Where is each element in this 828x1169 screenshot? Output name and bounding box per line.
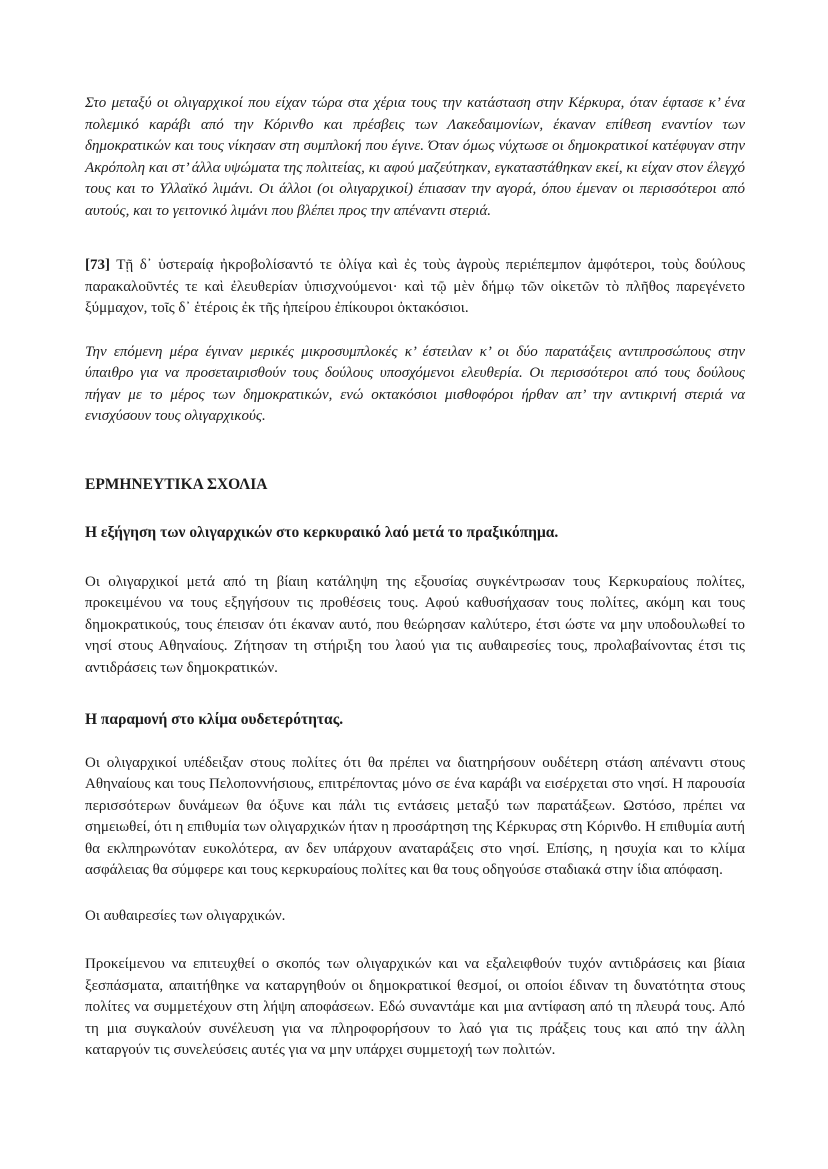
ancient-greek-text: Τῇ δ᾽ ὑστεραίᾳ ἠκροβολίσαντό τε ὀλίγα καὶ ἐς τοὺς ἀγροὺς περιέπεμπον ἀμφότεροι, τοὺς δούλους παρακαλοῦντές τε καὶ ἐλευθερίαν ὑπισχνούμενοι· καὶ τῷ μὲν δήμῳ τῶν οἰκετῶν τὸ πλῆθος παρεγένετο ξύμμαχον, τοῖς δ᾽ ἑτέροις ἐκ τῆς ἠπείρου ἐπίκουροι ὀκτακόσιοι.: [85, 257, 745, 316]
subheading-oligarchs-explanation: Η εξήγηση των ολιγαρχικών στο κερκυραικό λαό μετά το πραξικόπημα.: [85, 524, 559, 541]
commentary-paragraph-2: Οι ολιγαρχικοί υπέδειξαν στους πολίτες ότι θα πρέπει να διατηρήσουν ουδέτερη στάση απέναντι στους Αθηναίους και τους Πελοποννήσιους, επιτρέποντας μόνο σε ένα καράβι να εισέρχεται στο νησί. Η παρουσία περισσότερων δυνάμεων θα όξυνε και πάλι τις εντάσεις μεταξύ των παρατάξεων. Ωστόσο, πρέπει να σημειωθεί, ότι η επιθυμία των ολιγαρχικών ήταν η προσάρτηση της Κέρκυρας στη Κόρινθο. Η επιθυμία αυτή θα εκλπηρωνόταν ευκολότερα, αν δεν υπάρχουν αναταράξεις στο νησί. Επίσης, η ησυχία και το κλίμα ασφάλειας θα σύμφερε και τους κερκυραίους πολίτες και θα τους οδηγούσε σταδιακά στην ίδια απόφαση.: [85, 754, 745, 878]
ancient-greek-paragraph: [85, 255, 745, 320]
subheading-oligarchs-arbitrariness: Οι αυθαιρεσίες των ολιγαρχικών.: [85, 907, 286, 924]
translation-paragraph-2: Την επόμενη μέρα έγιναν μερικές μικροσυμπλοκές κ’ έστειλαν κ’ οι δύο παρατάξεις αντιπροσώπους στην ύπαιθρο για να προσεταιρισθούν τους δούλους υποσχόμενοι ελευθερία. Οι περισσότεροι από τους δούλους πήγαν με το μέρος των δημοκρατικών, ενώ οκτακόσιοι μισθοφόροι ήρθαν απ’ την αντικρινή στεριά να ενισχύσουν τους ολιγαρχικούς.: [85, 343, 745, 424]
commentary-paragraph-3: Προκείμενου να επιτευχθεί ο σκοπός των ολιγαρχικών και να εξαλειφθούν τυχόν αντιδράσεις και βίαια ξεσπάσματα, απαιτήθηκε να καταργηθούν οι δημοκρατικοί θεσμοί, οι οποίοι έδιναν τη δυνατότητα στους πολίτες να συμμετέχουν στη λήψη αποφάσεων. Εδώ συναντάμε και μια αντίφαση από τη πλευρά τους. Από τη μια συγκαλούν συνέλευση για να πληροφορήσουν το λαό για τις πράξεις τους και από την άλλη καταργούν τις συνελεύσεις αυτές για να μην υπάρχει συμμετοχή των πολιτών.: [85, 956, 745, 1058]
translation-paragraph-1: Στο μεταξύ οι ολιγαρχικοί που είχαν τώρα στα χέρια τους την κατάσταση στην Κέρκυρα, όταν έφτασε κ’ ένα πολεμικό καράβι από την Κόρινθο και πρέσβεις των Λακεδαιμονίων, έκαναν επίθεση εναντίον των δημοκρατικών και τους νίκησαν στη συμπλοκή που έγινε. Όταν όμως νύχτωσε οι δημοκρατικοί κατέφυγαν στην Ακρόπολη και στ’ άλλα υψώματα της πολιτείας, κι αφού μαζεύτηκαν, εγκαταστάθηκαν εκεί, κι είχαν στον έλεγχό τους και το Υλλαϊκό λιμάνι. Οι άλλοι (οι ολιγαρχικοί) έπιασαν την αγορά, όπου έμεναν οι περισσότεροι από αυτούς, και το γειτονικό λιμάνι που βλέπει προς την απέναντι στεριά.: [85, 95, 745, 219]
subheading-neutrality: Η παραμονή στο κλίμα ουδετερότητας.: [85, 711, 344, 728]
section-heading-interpretive-comments: ΕΡΜΗΝΕΥΤΙΚΑ ΣΧΟΛΙΑ: [85, 475, 268, 493]
chapter-reference-73: [73]: [85, 257, 110, 273]
commentary-paragraph-1: Οι ολιγαρχικοί μετά από τη βίαιη κατάληψη της εξουσίας συγκέντρωσαν τους Κερκυραίους πολίτες, προκειμένου να τους εξηγήσουν τις προθέσεις τους. Αφού καθυσήχασαν τους πολίτες, ακόμη και τους δημοκρατικούς, τους έπεισαν ότι έκαναν αυτό, που θεώρησαν καλύτερο, έτσι ώστε να μην υποδουλωθεί το νησί στους Αθηναίους. Ζήτησαν τη στήριξη του λαού για τις αυθαιρεσίες τους, προλαβαίνοντας έτσι τις αντιδράσεις των δημοκρατικών.: [85, 573, 745, 676]
